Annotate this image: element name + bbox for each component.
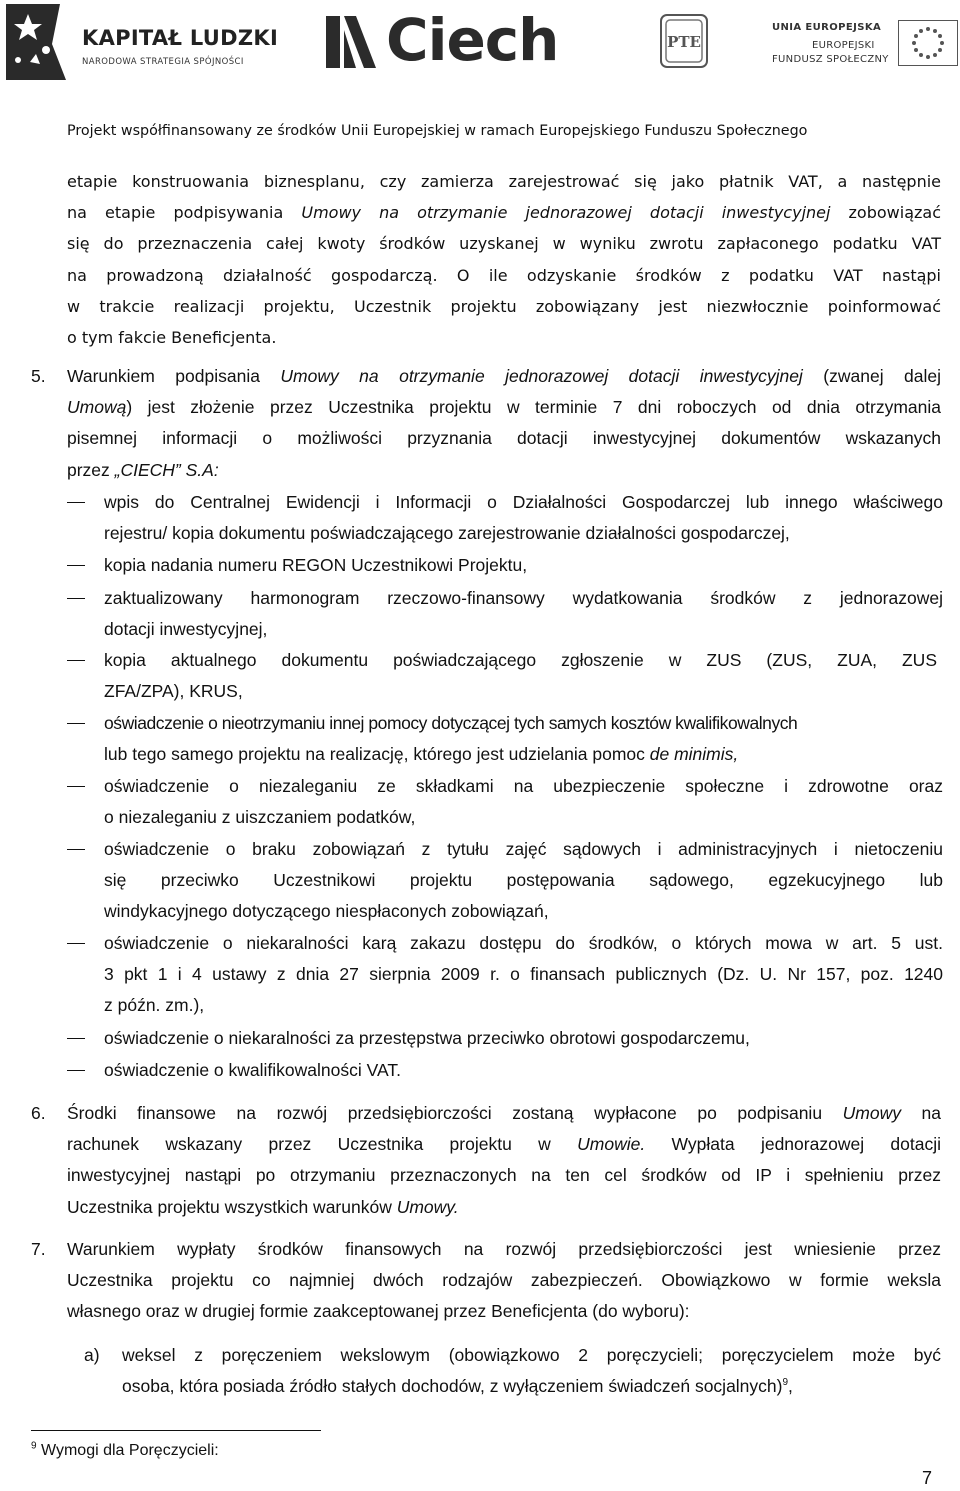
list-dash-icon: [67, 849, 85, 850]
section-5-line: przez „CIECH” S.A:: [67, 459, 219, 480]
list-dash-icon: [67, 565, 85, 566]
intro-line: o tym fakcie Beneficjenta.: [67, 328, 277, 348]
list-item: oświadczenie o nieotrzymaniu innej pomocy dotyczącej tych samych kosztów kwalifikowalnych lub tego samego projektu na realizację, którego jest udzielania pomoc de minimis,: [104, 713, 798, 765]
subitem-a: weksel z poręczeniem wekslowym (obowiązkowo 2 poręczycieli; poręczycielem może być osoba, która posiada źródło stałych dochodów, z wyłączeniem świadczeń socjalnych)$^9$,: [122, 1345, 941, 1397]
kapital-ludzki-logo: [6, 4, 279, 82]
list-dash-icon: [67, 786, 85, 787]
intro-paragraph: [67, 166, 941, 353]
ciech-logo: [326, 6, 594, 74]
ciech-wordmark: Ciech: [386, 6, 559, 74]
pte-logo: [660, 14, 708, 68]
footnote-ref[interactable]: 9: [782, 1377, 789, 1389]
kapital-ludzki-title: KAPITAŁ LUDZKI: [82, 26, 279, 50]
intro-line: się do przeznaczenia całej kwoty środków uzyskanej w wyniku zwrotu zapłaconego podatku VAT: [67, 234, 941, 254]
list-item: kopia aktualnego dokumentu poświadczającego zgłoszenie w ZUS (ZUS, ZUA, ZUS ZFA/ZPA), KRUS,: [104, 650, 937, 702]
eu-line1: UNIA EUROPEJSKA: [772, 22, 882, 33]
eu-efs-logo: [772, 16, 960, 76]
footnote-separator: [31, 1430, 321, 1431]
section-5-paragraph: [67, 361, 941, 486]
footnote-mark: 9: [31, 1440, 37, 1452]
list-item: oświadczenie o braku zobowiązań z tytułu zajęć sądowych i administracyjnych i nietoczeniu się przeciwko Uczestnikowi projektu postępowania sądowego, egzekucyjnego lub windykacyjnego dotyczącego niespłaconych zobowiązań,: [104, 839, 943, 922]
list-dash-icon: [67, 1038, 85, 1039]
kapital-ludzki-subtitle: NARODOWA STRATEGIA SPÓJNOŚCI: [82, 57, 244, 67]
eu-line2: EUROPEJSKI: [812, 40, 875, 51]
footnote: [31, 1442, 219, 1460]
footnote-text: Wymogi dla Poręczycieli:: [36, 1442, 219, 1459]
list-dash-icon: [67, 723, 85, 724]
project-cofinancing-line: Projekt współfinansowany ze środków Unii Europejskiej w ramach Europejskiego Funduszu Społecznego: [67, 123, 808, 139]
section-5-line: pisemnej informacji o możliwości przyznania dotacji inwestycyjnej dokumentów wskazanych: [67, 428, 941, 449]
list-dash-icon: [67, 943, 85, 944]
list-item: zaktualizowany harmonogram rzeczowo-finansowy wydatkowania środków z jednorazowej dotacji inwestycyjnej,: [104, 588, 943, 640]
list-dash-icon: [67, 502, 85, 503]
list-dash-icon: [67, 660, 85, 661]
list-item: oświadczenie o niezaleganiu ze składkami na ubezpieczenie społeczne i zdrowotne oraz o niezaleganiu z uiszczaniem podatków,: [104, 776, 943, 828]
list-item: kopia nadania numeru REGON Uczestnikowi Projektu,: [104, 555, 528, 575]
pte-emblem-icon: [660, 14, 708, 68]
logo-bar: [0, 0, 960, 100]
eu-flag-icon: [898, 20, 958, 66]
kapital-ludzki-emblem-icon: [6, 4, 68, 80]
section-5-number: 5.: [31, 366, 46, 386]
subitem-a-letter: a): [84, 1345, 100, 1365]
section-5-line: Warunkiem podpisania Umowy na otrzymanie jednorazowej dotacji inwestycyjnej (zwanej dalej: [67, 366, 941, 386]
section-5-line: Umową) jest złożenie przez Uczestnika projektu w terminie 7 dni roboczych od dnia otrzymania: [67, 397, 941, 418]
list-dash-icon: [67, 1070, 85, 1071]
list-item: oświadczenie o niekaralności za przestępstwa przeciwko obrotowi gospodarczemu,: [104, 1028, 750, 1048]
section-6-number: 6.: [31, 1103, 46, 1123]
intro-line: na etapie podpisywania Umowy na otrzymanie jednorazowej dotacji inwestycyjnej zobowiązać: [67, 203, 942, 223]
list-item: oświadczenie o niekaralności karą zakazu dostępu do środków, o których mowa w art. 5 ust. 3 pkt 1 i 4 ustawy z dnia 27 sierpnia 2009 r. o finansach publicznych (Dz. U. Nr 157, poz. 1240 z późn. zm.),: [104, 933, 943, 1016]
intro-line: etapie konstruowania biznesplanu, czy zamierza zarejestrować się jako płatnik VAT, a następnie: [67, 172, 941, 191]
intro-line: na prowadzoną działalność gospodarczą. O ile odzyskanie środków z podatku VAT nastąpi: [67, 265, 941, 285]
list-dash-icon: [67, 598, 85, 599]
intro-line: w trakcie realizacji projektu, Uczestnik projektu zobowiązany jest niezwłocznie poinformować: [67, 296, 941, 316]
page-number: 7: [922, 1468, 933, 1488]
eu-line3: FUNDUSZ SPOŁECZNY: [772, 54, 889, 65]
section-7-number: 7.: [31, 1239, 46, 1259]
section-6-paragraph: Środki finansowe na rozwój przedsiębiorczości zostaną wypłacone po podpisaniu Umowy na rachunek wskazany przez Uczestnika projektu w Umowie. Wypłata jednorazowej dotacji inwestycyjnej nastąpi po otrzymaniu przeznaczonych na ten cel środków od IP i spełnieniu przez Uczestnika projektu wszystkich warunków Umowy.: [67, 1103, 942, 1217]
svg-text:PTE: PTE: [667, 33, 701, 51]
ciech-emblem-icon: [326, 16, 376, 68]
list-item: oświadczenie o kwalifikowalności VAT.: [104, 1060, 401, 1080]
list-item: wpis do Centralnej Ewidencji i Informacji o Działalności Gospodarczej lub innego właściwego rejestru/ kopia dokumentu poświadczającego zarejestrowanie działalności gospodarczej,: [104, 492, 943, 544]
section-7-paragraph: Warunkiem wypłaty środków finansowych na rozwój przedsiębiorczości jest wniesienie przez Uczestnika projektu co najmniej dwóch rodzajów zabezpieczeń. Obowiązkowo w formie weksla własnego oraz w drugiej formie zaakceptowanej przez Beneficjenta (do wyboru):: [67, 1239, 941, 1322]
